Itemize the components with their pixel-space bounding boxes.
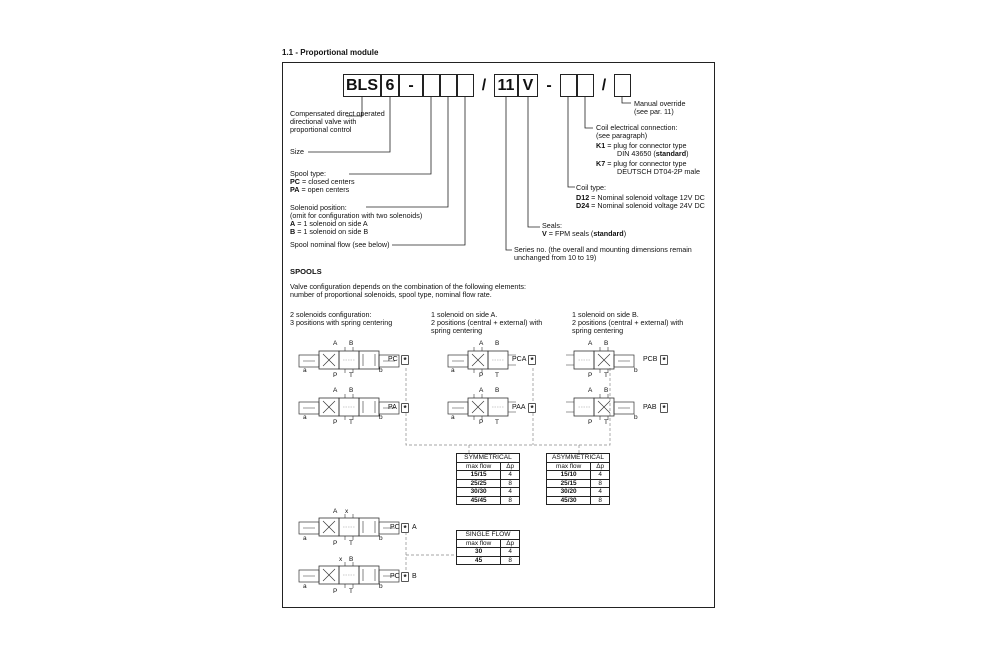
side-a: a	[451, 414, 455, 421]
spool-type-head: Spool type:	[290, 169, 326, 178]
port-b: B	[349, 387, 354, 394]
table-header: Δp	[591, 462, 610, 471]
port-a: A	[479, 340, 484, 347]
port-p: P	[333, 540, 338, 547]
col1-line-1: 2 solenoids configuration:	[290, 310, 372, 319]
code-pab: PAB	[643, 404, 657, 411]
code-box-series: 11	[494, 74, 518, 97]
code-box-bls: BLS	[343, 74, 381, 97]
side-b: b	[379, 367, 383, 374]
solenoid-b: B = 1 solenoid on side B	[290, 227, 369, 236]
col3-line-3: spring centering	[572, 326, 624, 335]
star-marker: *	[660, 403, 668, 413]
side-a: a	[303, 367, 307, 374]
code-box-seal: V	[518, 74, 538, 97]
port-b: B	[349, 556, 354, 563]
side-b: b	[634, 414, 638, 421]
col2-line-2: 2 positions (central + external) with	[431, 318, 543, 327]
spool-type-pa: PA = open centers	[290, 185, 350, 194]
code-pc-b: PC	[390, 573, 400, 580]
coil-type-head: Coil type:	[576, 183, 606, 192]
asymmetrical-table	[546, 453, 610, 505]
coil-conn-note: (see paragraph)	[596, 131, 648, 140]
flow-label: Spool nominal flow (see below)	[290, 240, 390, 249]
port-b: B	[495, 340, 500, 347]
table-title: ASYMMETRICAL	[547, 454, 610, 463]
code-pc-a: PC	[390, 524, 400, 531]
port-a: A	[588, 387, 593, 394]
port-p: P	[333, 419, 338, 426]
coil-conn-k7-deutsch: DEUTSCH DT04-2P male	[617, 167, 700, 176]
table-row: 30/20 4	[547, 488, 610, 497]
coil-conn-k7: K7 = plug for connector type	[596, 159, 687, 168]
side-b: b	[379, 535, 383, 542]
star-marker: *	[660, 355, 668, 365]
code-pc-b-suffix: B	[412, 573, 417, 580]
side-a: a	[303, 414, 307, 421]
port-b: B	[349, 340, 354, 347]
port-a: A	[333, 340, 338, 347]
table-header: max flow	[457, 539, 501, 548]
code-box-dash: -	[399, 74, 423, 97]
port-b: B	[495, 387, 500, 394]
coil-conn-k1-din: DIN 43650 (standard)	[617, 149, 689, 158]
code-pc: PC	[388, 356, 398, 363]
port-x: x	[345, 508, 349, 515]
size-label: Size	[290, 147, 304, 156]
port-b: B	[604, 340, 609, 347]
series-line-1: Series no. (the overall and mounting dimensions remain	[514, 245, 692, 254]
port-p: P	[479, 419, 484, 426]
port-a: A	[333, 508, 338, 515]
coil-conn-k1: K1 = plug for connector type	[596, 141, 687, 150]
spools-intro-2: number of proportional solenoids, spool type, nominal flow rate.	[290, 290, 492, 299]
table-row: 25/15 8	[547, 479, 610, 488]
seals-head: Seals:	[542, 221, 562, 230]
override-label: Manual override	[634, 99, 686, 108]
table-header: max flow	[547, 462, 591, 471]
spool-type-pc: PC = closed centers	[290, 177, 355, 186]
side-b: b	[379, 414, 383, 421]
table-row: 30/30 4	[457, 488, 520, 497]
port-t: T	[604, 372, 608, 379]
star-marker: *	[528, 355, 536, 365]
table-row: 25/25 8	[457, 479, 520, 488]
star-marker: *	[401, 403, 409, 413]
port-t: T	[604, 419, 608, 426]
code-pca: PCA	[512, 356, 527, 363]
port-t: T	[495, 419, 499, 426]
table-title: SYMMETRICAL	[457, 454, 520, 463]
port-b: B	[604, 387, 609, 394]
code-slash: /	[481, 76, 487, 94]
star-marker: *	[401, 572, 409, 582]
side-a: a	[451, 367, 455, 374]
table-header: Δp	[501, 539, 520, 548]
table-title: SINGLE FLOW	[457, 531, 520, 540]
side-a: a	[303, 583, 307, 590]
code-slash: /	[601, 76, 607, 94]
table-header: max flow	[457, 462, 501, 471]
code-box-size: 6	[381, 74, 399, 97]
table-row: 15/15 4	[457, 471, 520, 480]
side-b: b	[379, 583, 383, 590]
port-p: P	[588, 419, 593, 426]
port-x: x	[339, 556, 343, 563]
col3-line-2: 2 positions (central + external) with	[572, 318, 684, 327]
series-line-2: unchanged from 10 to 19)	[514, 253, 597, 262]
port-p: P	[588, 372, 593, 379]
port-t: T	[495, 372, 499, 379]
table-row: 45 8	[457, 556, 520, 565]
port-t: T	[349, 588, 353, 595]
table-row: 30 4	[457, 548, 520, 557]
port-t: T	[349, 540, 353, 547]
port-a: A	[333, 387, 338, 394]
desc-line-1: Compensated direct operated	[290, 109, 385, 118]
star-marker: *	[401, 355, 409, 365]
col2-line-1: 1 solenoid on side A.	[431, 310, 498, 319]
spools-heading: SPOOLS	[290, 267, 322, 276]
solenoid-a: A = 1 solenoid on side A	[290, 219, 368, 228]
star-marker: *	[528, 403, 536, 413]
code-pc-a-suffix: A	[412, 524, 417, 531]
star-marker: *	[401, 523, 409, 533]
code-paa: PAA	[512, 404, 526, 411]
coil-type-d12: D12 = Nominal solenoid voltage 12V DC	[576, 193, 705, 202]
port-p: P	[333, 372, 338, 379]
code-pcb: PCB	[643, 356, 658, 363]
coil-type-d24: D24 = Nominal solenoid voltage 24V DC	[576, 201, 705, 210]
code-dash: -	[546, 76, 552, 94]
symmetrical-table	[456, 453, 520, 505]
port-a: A	[588, 340, 593, 347]
single-flow-table	[456, 530, 520, 565]
port-a: A	[479, 387, 484, 394]
spools-intro-1: Valve configuration depends on the combination of the following elements:	[290, 282, 527, 291]
desc-line-2: directional valve with	[290, 117, 357, 126]
col2-line-3: spring centering	[431, 326, 483, 335]
side-a: a	[303, 535, 307, 542]
port-p: P	[333, 588, 338, 595]
col1-line-2: 3 positions with spring centering	[290, 318, 393, 327]
side-b: b	[634, 367, 638, 374]
solenoid-head: Solenoid position:	[290, 203, 347, 212]
solenoid-note: (omit for configuration with two solenoids)	[290, 211, 423, 220]
table-row: 45/30 8	[547, 496, 610, 505]
seals-v: V = FPM seals (standard)	[542, 229, 627, 238]
desc-line-3: proportional control	[290, 125, 352, 134]
coil-conn-head: Coil electrical connection:	[596, 123, 678, 132]
port-t: T	[349, 419, 353, 426]
code-pa: PA	[388, 404, 397, 411]
table-row: 15/10 4	[547, 471, 610, 480]
table-row: 45/45 8	[457, 496, 520, 505]
override-note: (see par. 11)	[634, 107, 674, 116]
col3-line-1: 1 solenoid on side B.	[572, 310, 639, 319]
page-title: 1.1 - Proportional module	[282, 48, 379, 57]
table-header: Δp	[501, 462, 520, 471]
port-t: T	[349, 372, 353, 379]
port-p: P	[479, 372, 484, 379]
